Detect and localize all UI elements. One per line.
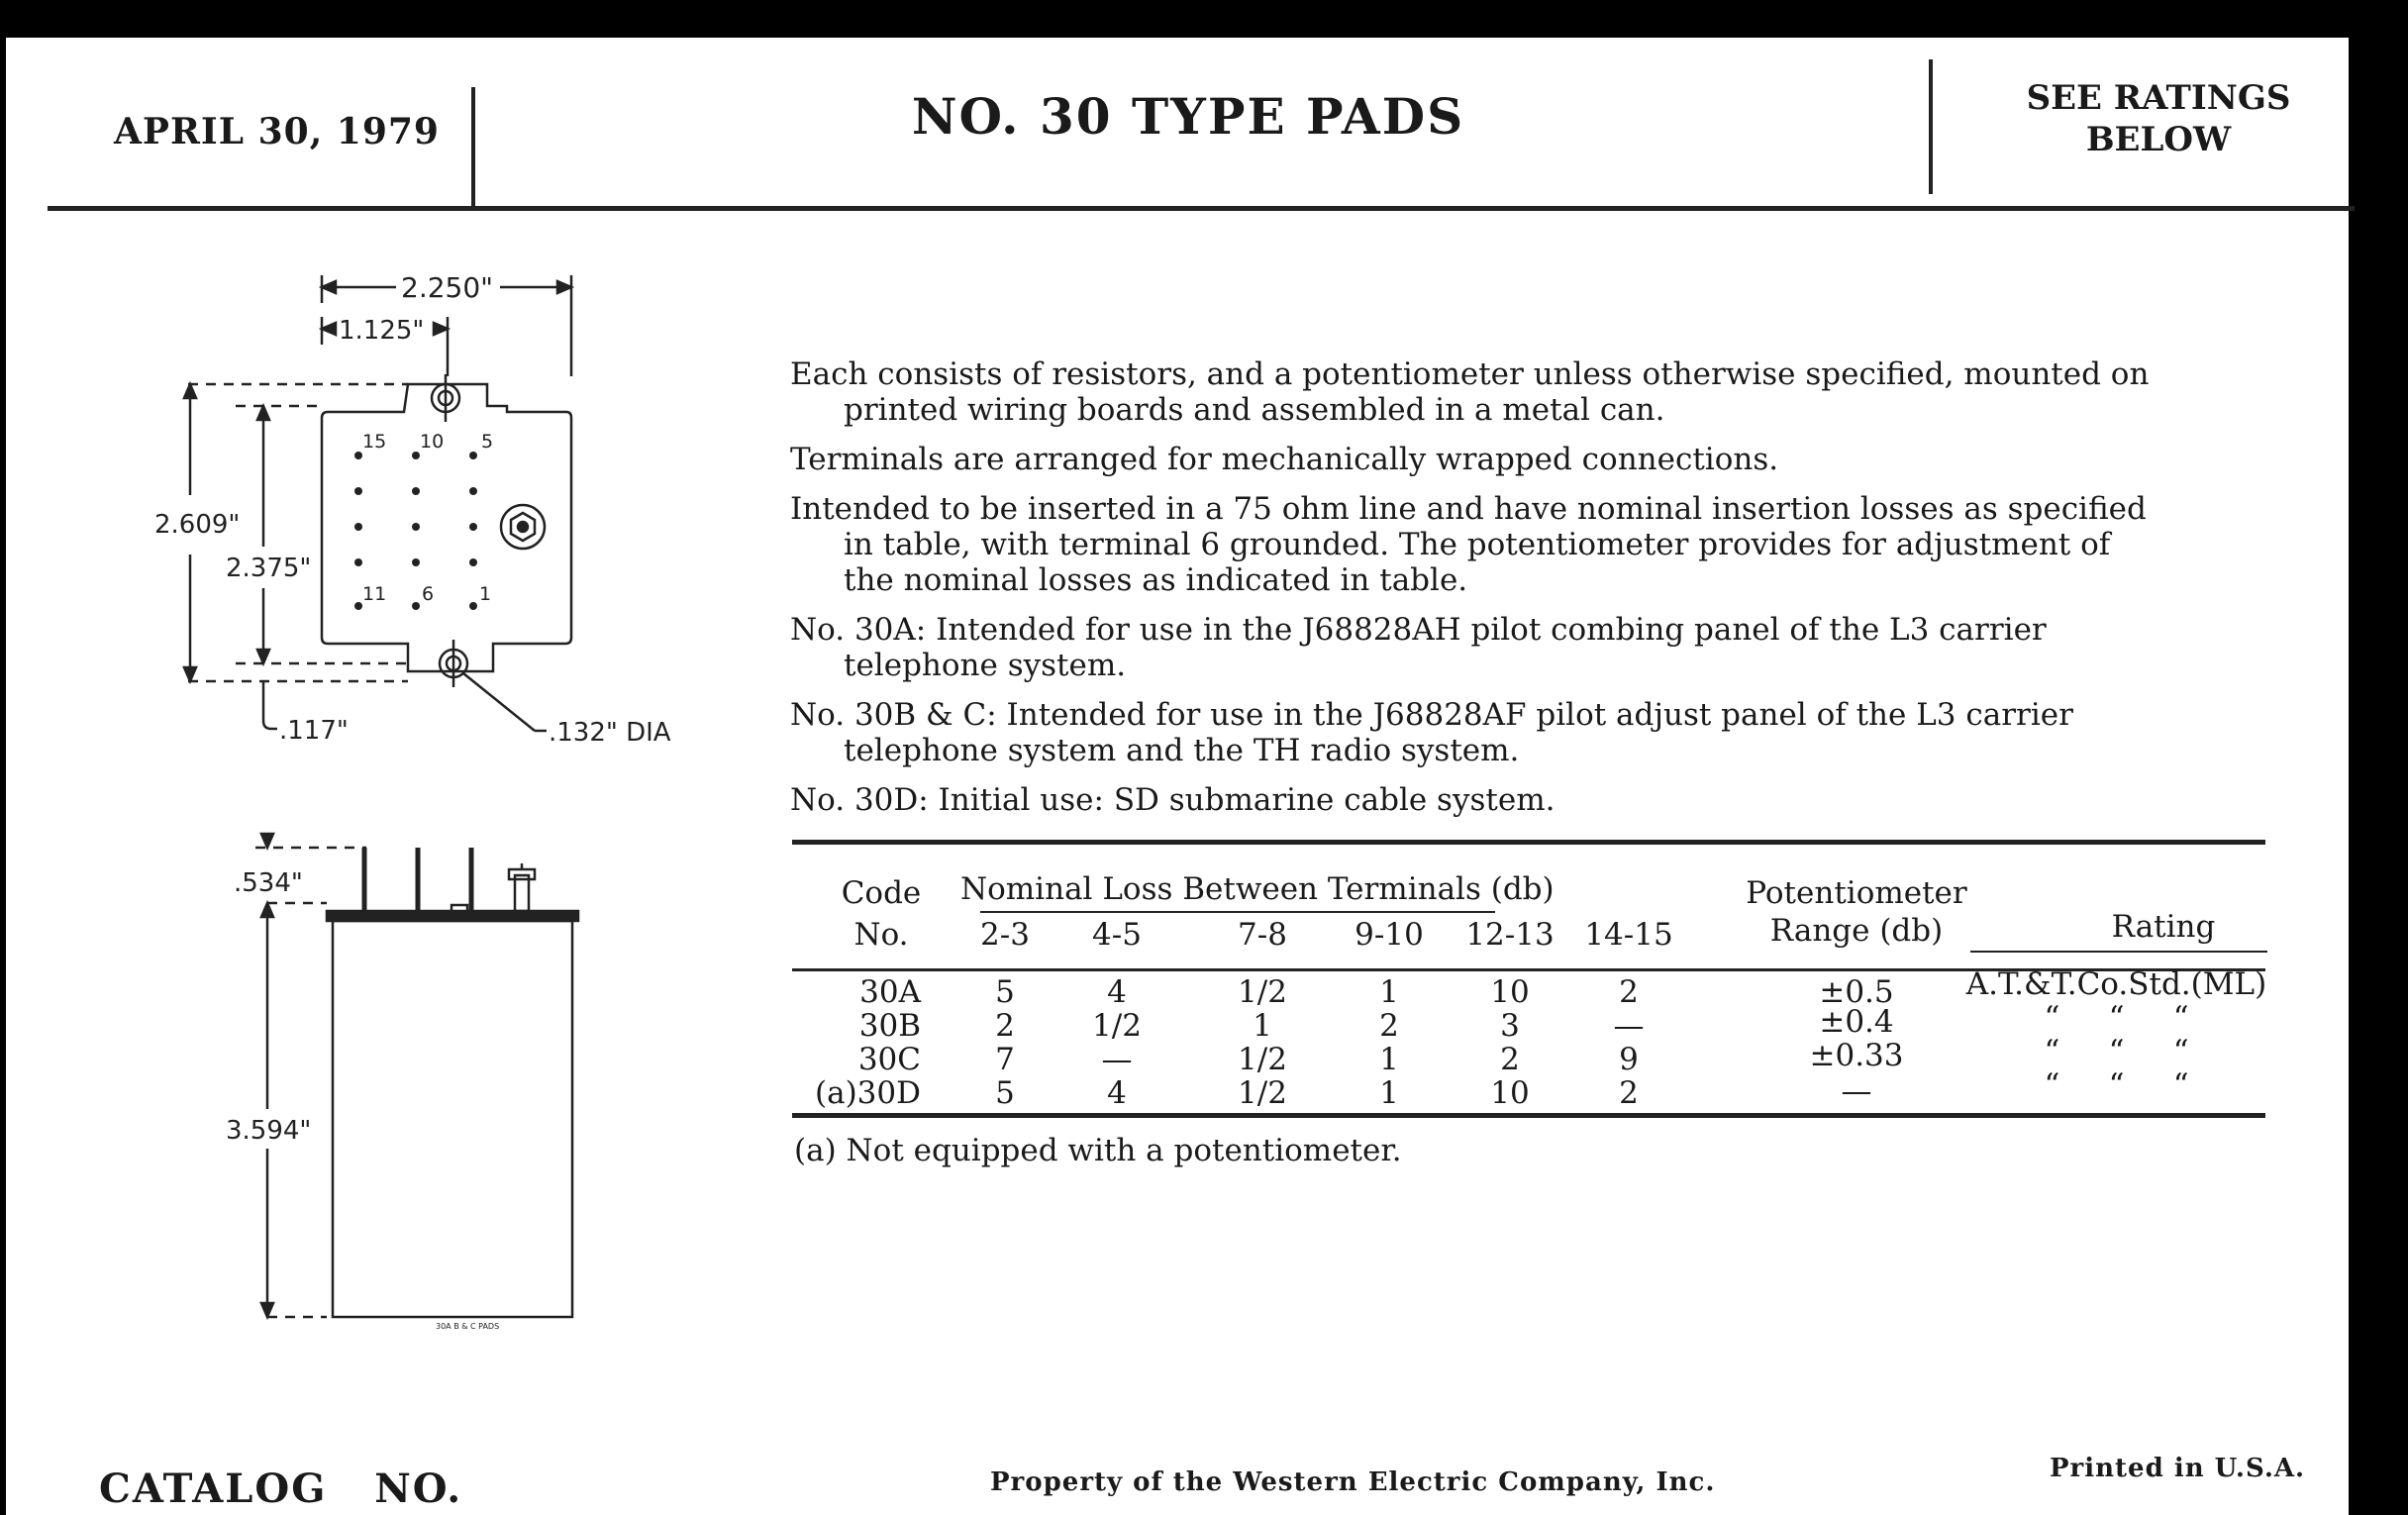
desc-30a xyxy=(790,612,2265,683)
col-code-line1: Code xyxy=(841,875,922,911)
catalog-number-label: CATALOG NO. xyxy=(99,1465,463,1512)
dim-offset-label: .117" xyxy=(279,716,349,746)
row-30a-loss-4-5: 4 xyxy=(1107,974,1127,1010)
dim-hole-label: .132" DIA xyxy=(549,718,671,748)
row-30a-pot: ±0.5 xyxy=(1819,974,1894,1010)
dim-width-label: 2.250" xyxy=(401,271,494,304)
row-30b-loss-2-3: 2 xyxy=(995,1008,1015,1044)
row-30d-loss-12-13: 10 xyxy=(1490,1075,1530,1111)
row-30d-loss-2-3: 5 xyxy=(995,1075,1015,1111)
scan-right-border xyxy=(2349,0,2408,1515)
top-view xyxy=(154,271,671,748)
col-loss-14-15: 14-15 xyxy=(1584,917,1673,953)
row-30a-loss-2-3: 5 xyxy=(995,974,1015,1010)
desc-30d: No. 30D: Initial use: SD submarine cable system. xyxy=(790,782,1555,818)
col-loss-2-3: 2-3 xyxy=(980,917,1030,953)
desc-30a-line1: No. 30A: Intended for use in the J68828AH pilot combing panel of the L3 carrier xyxy=(790,612,2047,648)
row-30d-code: (a)30D xyxy=(815,1075,921,1111)
header-divider-left xyxy=(471,87,475,206)
header-rule xyxy=(48,206,2355,211)
desc-line-usage xyxy=(790,491,2265,598)
scan-left-border xyxy=(0,0,6,1515)
row-30a-loss-7-8: 1/2 xyxy=(1238,974,1287,1010)
desc-terminals: Terminals are arranged for mechanically wrapped connections. xyxy=(790,442,1779,477)
rating-note-line1: SEE RATINGS xyxy=(2026,78,2291,118)
desc-construction-line2: printed wiring boards and assembled in a metal can. xyxy=(844,392,1665,428)
desc-30bc xyxy=(790,697,2265,768)
row-30a-loss-9-10: 1 xyxy=(1379,974,1399,1010)
row-30a-loss-12-13: 10 xyxy=(1490,974,1530,1010)
desc-construction-line1: Each consists of resistors, and a potentiometer unless otherwise specified, mounted on xyxy=(790,356,2150,392)
desc-30bc-line2: telephone system and the TH radio system. xyxy=(844,733,1520,768)
row-30d-loss-14-15: 2 xyxy=(1619,1075,1639,1111)
rating-note xyxy=(1970,77,2347,160)
can-stamp: 30A B & C PADS xyxy=(436,1322,500,1331)
desc-30bc-line1: No. 30B & C: Intended for use in the J68828AF pilot adjust panel of the L3 carrier xyxy=(790,697,2073,733)
dim-height-inner-label: 2.375" xyxy=(226,554,312,583)
loss-group-underline xyxy=(980,911,1495,913)
table-footnote: (a) Not equipped with a potentiometer. xyxy=(794,1133,1402,1168)
dim-can-height-label: 3.594" xyxy=(226,1116,312,1146)
dim-terminal-height-label: .534" xyxy=(234,868,303,898)
col-pot-line2: Range (db) xyxy=(1769,913,1944,949)
terminal-label-15: 15 xyxy=(362,431,387,453)
rating-note-line2: BELOW xyxy=(2085,120,2232,159)
desc-line-usage-line3: the nominal losses as indicated in table. xyxy=(844,562,1468,598)
row-30d-loss-7-8: 1/2 xyxy=(1238,1075,1287,1111)
dim-half-width-label: 1.125" xyxy=(339,316,425,346)
row-30b-pot: ±0.4 xyxy=(1819,1004,1894,1040)
scan-top-border xyxy=(0,0,2408,38)
header-divider-right xyxy=(1929,59,1933,194)
table-bottom-rule xyxy=(792,1113,2265,1118)
row-30b-loss-7-8: 1 xyxy=(1253,1008,1272,1044)
row-30b-loss-4-5: 1/2 xyxy=(1092,1008,1142,1044)
row-30c-rating: “ “ “ xyxy=(2044,1034,2189,1069)
rating-underline xyxy=(1970,951,2267,953)
table-top-rule xyxy=(792,840,2265,845)
printed-notice: Printed in U.S.A. xyxy=(2050,1454,2306,1483)
row-30c-pot: ±0.33 xyxy=(1809,1038,1904,1073)
row-30c-loss-9-10: 1 xyxy=(1379,1042,1399,1077)
desc-construction xyxy=(790,356,2265,428)
row-30d-loss-9-10: 1 xyxy=(1379,1075,1399,1111)
row-30d-rating: “ “ “ xyxy=(2044,1067,2189,1103)
row-30c-loss-14-15: 9 xyxy=(1619,1042,1639,1077)
row-30b-rating: “ “ “ xyxy=(2044,1000,2189,1036)
terminal-label-6: 6 xyxy=(422,583,435,605)
col-pot-line1: Potentiometer xyxy=(1746,875,1967,911)
row-30c-loss-2-3: 7 xyxy=(995,1042,1015,1077)
col-loss-9-10: 9-10 xyxy=(1354,917,1424,953)
terminal-label-1: 1 xyxy=(479,583,492,605)
row-30b-loss-9-10: 2 xyxy=(1379,1008,1399,1044)
col-rating: Rating xyxy=(2111,909,2216,945)
loss-table xyxy=(792,840,2277,1137)
side-view xyxy=(226,834,578,1331)
row-30c-loss-7-8: 1/2 xyxy=(1238,1042,1287,1077)
property-notice: Property of the Western Electric Company, Inc. xyxy=(990,1467,1716,1497)
pad-dimension-drawing xyxy=(139,257,713,1357)
col-loss-group: Nominal Loss Between Terminals (db) xyxy=(960,871,1555,907)
row-30a-code: 30A xyxy=(859,974,921,1010)
row-30a-loss-14-15: 2 xyxy=(1619,974,1639,1010)
row-30a-rating: A.T.&T.Co.Std.(ML) xyxy=(1965,966,2267,1002)
col-loss-4-5: 4-5 xyxy=(1092,917,1142,953)
row-30b-loss-14-15: — xyxy=(1613,1008,1645,1044)
terminal-label-5: 5 xyxy=(481,431,494,453)
row-30c-code: 30C xyxy=(857,1042,921,1077)
desc-line-usage-line1: Intended to be inserted in a 75 ohm line and have nominal insertion losses as specified xyxy=(790,491,2147,527)
row-30c-loss-4-5: — xyxy=(1101,1042,1133,1077)
row-30d-pot: — xyxy=(1841,1073,1872,1109)
desc-30a-line2: telephone system. xyxy=(844,648,1127,683)
page-title: NO. 30 TYPE PADS xyxy=(911,87,1465,146)
terminal-label-10: 10 xyxy=(420,431,445,453)
description xyxy=(790,356,2265,818)
terminal-label-11: 11 xyxy=(362,583,387,605)
col-code-line2: No. xyxy=(853,917,909,953)
col-loss-12-13: 12-13 xyxy=(1465,917,1555,953)
issue-date: APRIL 30, 1979 xyxy=(114,111,440,152)
col-loss-7-8: 7-8 xyxy=(1238,917,1287,953)
dim-height-outer-label: 2.609" xyxy=(154,510,241,540)
row-30c-loss-12-13: 2 xyxy=(1500,1042,1520,1077)
row-30b-loss-12-13: 3 xyxy=(1500,1008,1520,1044)
desc-line-usage-line2: in table, with terminal 6 grounded. The potentiometer provides for adjustment of xyxy=(844,527,2111,562)
row-30b-code: 30B xyxy=(858,1008,921,1044)
row-30d-loss-4-5: 4 xyxy=(1107,1075,1127,1111)
